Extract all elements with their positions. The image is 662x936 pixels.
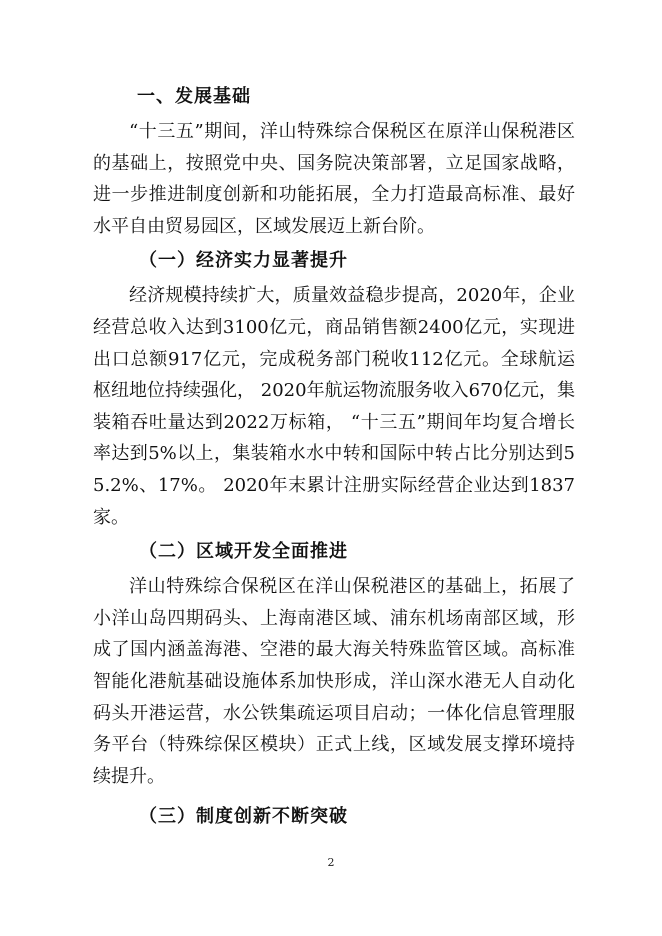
subsection-body-economy: 经济规模持续扩大，质量效益稳步提高，2020年，企业经营总收入达到3100亿元，商品销售额2400亿元，实现进出口总额917亿元，完成税务部门税收112亿元。全球航运枢纽地位持续强化， 2020年航运物流服务收入670亿元，集装箱吞吐量达到2022万标箱， “十三五”期间年均复合增长率达到5%以上，集装箱水水中转和国际中转占比分别达到55.2%、17%。 2020年末累计注册实际经营企业达到1837家。	[93, 285, 575, 528]
subsection-title-economy: （一）经济实力显著提升	[139, 250, 348, 272]
subsection-title-innovation: （三）制度创新不断突破	[139, 806, 348, 828]
page-content	[93, 82, 575, 836]
section-title: 一、发展基础	[137, 86, 251, 107]
subsection-title-development: （二）区域开发全面推进	[139, 541, 348, 563]
section-intro-paragraph: “十三五”期间，洋山特殊综合保税区在原洋山保税港区的基础上，按照党中央、国务院决策部署，立足国家战略，进一步推进制度创新和功能拓展，全力打造最高标准、最好水平自由贸易园区，区域发展迈上新台阶。	[93, 121, 575, 237]
page-number: 2	[327, 856, 335, 869]
subsection-body-development: 洋山特殊综合保税区在洋山保税港区的基础上，拓展了小洋山岛四期码头、上海南港区域、浦东机场南部区域，形成了国内涵盖海港、空港的最大海关特殊监管区域。高标准智能化港航基础设施体系加快形成，洋山深水港无人自动化码头开港运营，水公铁集疏运项目启动；一体化信息管理服务平台（特殊综保区模块）正式上线，区域发展支撑环境持续提升。	[93, 576, 575, 787]
